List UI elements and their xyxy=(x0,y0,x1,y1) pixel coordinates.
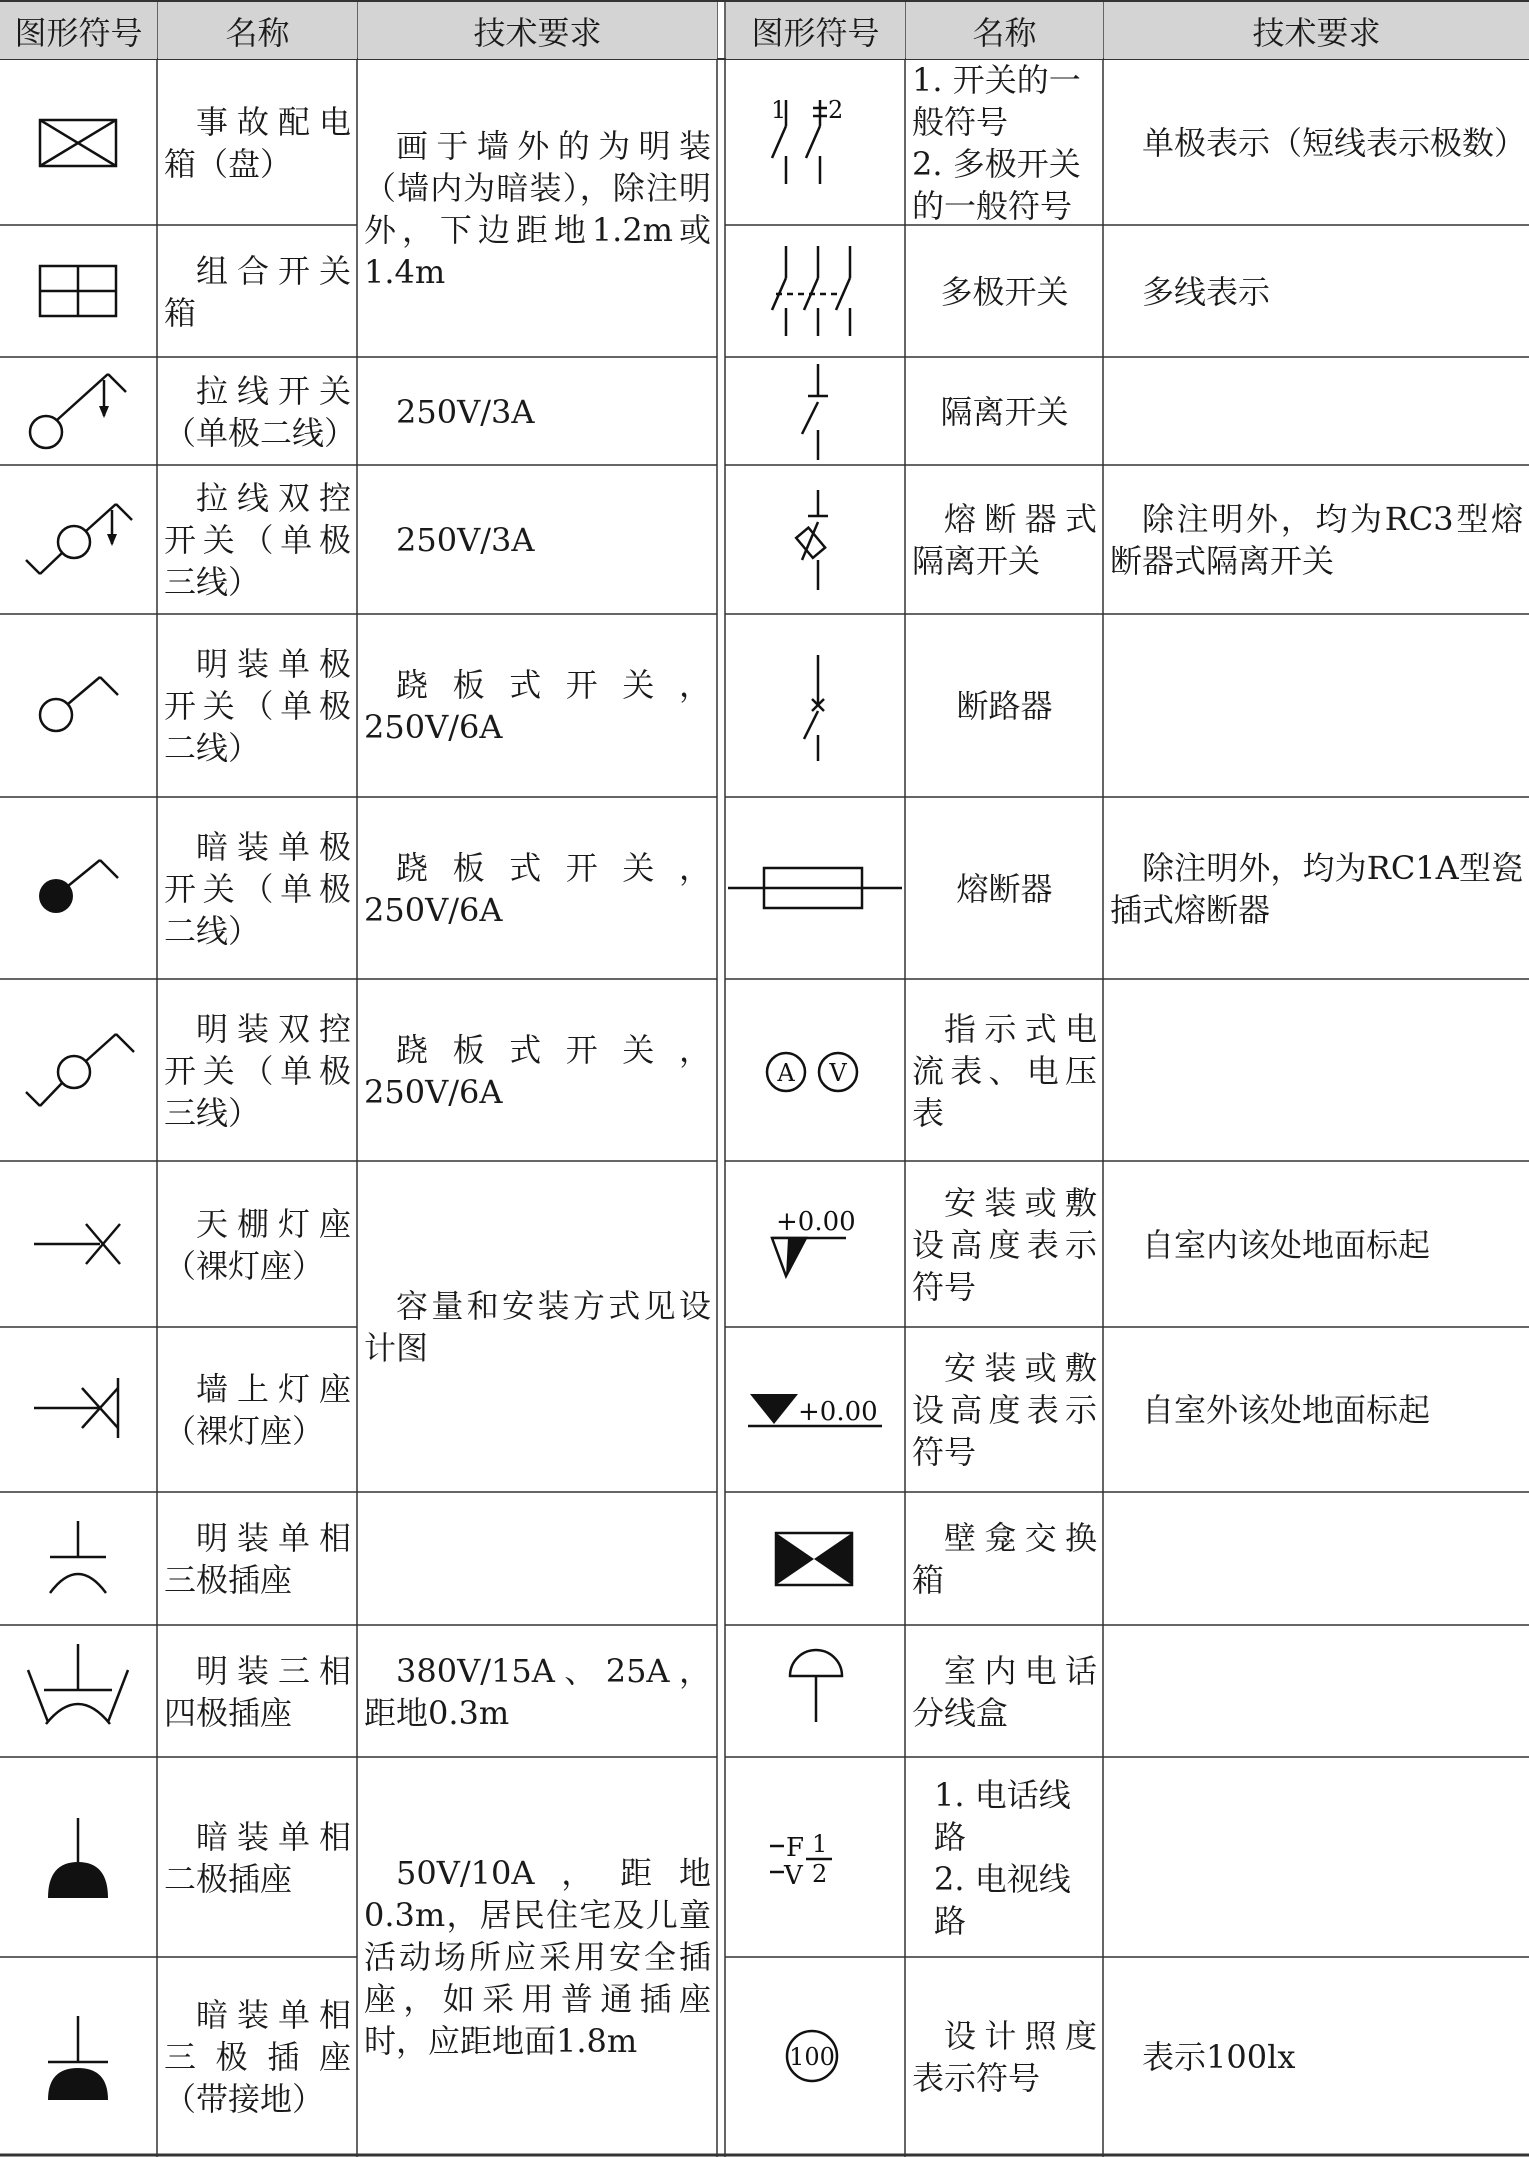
name-surface-3pole-socket: 明装单相三极插座 xyxy=(164,1519,351,1599)
req-boxes-merged: 画于墙外的为明装（墙内为暗装），除注明外，下边距地1.2m或1.4m xyxy=(364,126,711,291)
telephone-tv-line-icon xyxy=(726,1758,905,1957)
name-ammeter-voltmeter: 指示式电流表、电压表 xyxy=(912,1009,1097,1132)
req-switch-general: 单极表示（短线表示极数） xyxy=(1142,123,1527,162)
tv-line-label: V xyxy=(784,1861,803,1891)
name-wall-niche-box: 壁龛交换箱 xyxy=(912,1519,1097,1599)
req-pull-two-way-switch: 250V/3A xyxy=(396,521,535,559)
name-concealed-2pole-socket: 暗装单相二极插座 xyxy=(164,1817,351,1898)
ceiling-lamp-holder-icon xyxy=(0,1162,157,1327)
header-right-symbol: 图形符号 xyxy=(726,2,905,59)
wall-lamp-holder-icon xyxy=(0,1328,157,1492)
fuse-icon xyxy=(722,798,907,979)
req-surface-single-switch: 跷板式开关，250V/6A xyxy=(364,666,711,746)
line-number-1: 1 xyxy=(812,1830,828,1858)
name-surface-two-way-switch: 明装双控开关（单极三线） xyxy=(164,1009,351,1132)
isolating-switch-icon xyxy=(726,358,905,465)
header-left-symbol: 图形符号 xyxy=(0,2,157,59)
name-pull-switch: 拉线开关（单极二线） xyxy=(164,371,357,452)
switch-general-icon xyxy=(726,60,905,225)
circuit-breaker-icon xyxy=(726,615,905,797)
name-telephone-tv-line: 1. 电话线路 2. 电视线路 xyxy=(934,1775,1071,1940)
name-height-mark-outdoor: 安装或敷设高度表示符号 xyxy=(912,1349,1097,1471)
name-circuit-breaker: 断路器 xyxy=(956,687,1053,725)
req-concealed-single-switch: 跷板式开关，250V/6A xyxy=(364,848,711,929)
combination-switch-box-icon xyxy=(0,226,157,357)
switch-label-2: 2 xyxy=(828,96,844,124)
header-right-name: 名称 xyxy=(906,2,1103,59)
req-pull-switch: 250V/3A xyxy=(396,392,535,431)
name-pull-two-way-switch: 拉线双控开关（单极三线） xyxy=(164,479,351,601)
emergency-box-icon xyxy=(0,60,157,225)
req-lamps-merged: 容量和安装方式见设计图 xyxy=(364,1287,711,1367)
voltmeter-label: V xyxy=(829,1059,847,1087)
name-surface-single-switch: 明装单极开关（单极二线） xyxy=(164,645,351,767)
telephone-line-label: F xyxy=(786,1833,805,1863)
illuminance-label: 100 xyxy=(789,2043,835,2071)
name-3phase-4pole-socket: 明装三相四极插座 xyxy=(164,1651,351,1732)
req-height-indoor: 自室内该处地面标起 xyxy=(1142,1225,1431,1264)
req-fuse-isolating-switch: 除注明外，均为RC3型熔断器式隔离开关 xyxy=(1110,500,1523,580)
concealed-3pole-socket-icon xyxy=(0,1958,157,2155)
name-illuminance-mark: 设计照度表示符号 xyxy=(912,2016,1097,2097)
height-indoor-label: +0.00 xyxy=(776,1207,856,1237)
req-illuminance: 表示100lx xyxy=(1142,2037,1296,2076)
three-phase-4pole-socket-icon xyxy=(0,1626,157,1757)
name-height-mark-indoor: 安装或敷设高度表示符号 xyxy=(912,1183,1097,1306)
req-fuse: 除注明外，均为RC1A型瓷插式熔断器 xyxy=(1110,848,1523,929)
height-mark-outdoor-icon xyxy=(726,1328,905,1492)
req-height-outdoor: 自室外该处地面标起 xyxy=(1142,1391,1431,1429)
req-sockets-merged: 50V/10A，距地0.3m，居民住宅及儿童活动场所应采用安全插座，如采用普通插座时，应距地面1.8m xyxy=(364,1853,711,2060)
pull-switch-icon xyxy=(0,358,157,465)
switch-label-1: 1 xyxy=(771,96,787,124)
header-right-requirement: 技术要求 xyxy=(1104,2,1529,59)
pull-two-way-switch-icon xyxy=(0,466,157,614)
header-left-name: 名称 xyxy=(158,2,357,59)
height-outdoor-label: +0.00 xyxy=(798,1397,878,1427)
line-number-2: 2 xyxy=(812,1860,828,1888)
ammeter-voltmeter-icon xyxy=(726,980,905,1161)
concealed-2pole-socket-icon xyxy=(0,1758,157,1957)
header-left-requirement: 技术要求 xyxy=(358,2,717,59)
name-multipole-switch: 多极开关 xyxy=(940,272,1069,311)
name-combination-box: 组合开关箱 xyxy=(164,251,351,332)
req-multipole-switch: 多线表示 xyxy=(1142,272,1271,311)
req-surface-two-way-switch: 跷板式开关，250V/6A xyxy=(364,1030,711,1111)
wall-niche-exchange-box-icon xyxy=(726,1493,905,1625)
surface-3pole-socket-icon xyxy=(0,1493,157,1625)
telephone-junction-icon xyxy=(726,1626,905,1757)
surface-single-switch-icon xyxy=(0,615,157,797)
height-mark-indoor-icon xyxy=(726,1162,905,1327)
surface-two-way-switch-icon xyxy=(0,980,157,1161)
req-3phase-socket: 380V/15A、25A，距地0.3m xyxy=(364,1651,711,1732)
name-fuse: 熔断器 xyxy=(956,869,1053,908)
concealed-single-switch-icon xyxy=(0,798,157,979)
name-concealed-3pole-socket: 暗装单相三极插座（带接地） xyxy=(164,1995,351,2118)
multipole-switch-icon xyxy=(726,226,905,357)
name-ceiling-lamp: 天棚灯座（裸灯座） xyxy=(164,1204,351,1285)
name-switch-general: 1. 开关的一般符号 2. 多极开关的一般符号 xyxy=(912,60,1081,225)
illuminance-mark-icon xyxy=(726,1958,905,2155)
name-telephone-junction: 室内电话分线盒 xyxy=(912,1651,1097,1732)
name-wall-lamp: 墙上灯座（裸灯座） xyxy=(164,1370,351,1450)
name-isolating-switch: 隔离开关 xyxy=(940,392,1069,431)
ammeter-label: A xyxy=(777,1059,795,1087)
name-emergency-box: 事故配电箱（盘） xyxy=(164,102,351,183)
fuse-isolating-switch-icon xyxy=(726,466,905,614)
name-concealed-single-switch: 暗装单极开关（单极二线） xyxy=(164,827,351,950)
name-fuse-isolating-switch: 熔断器式隔离开关 xyxy=(912,500,1097,580)
